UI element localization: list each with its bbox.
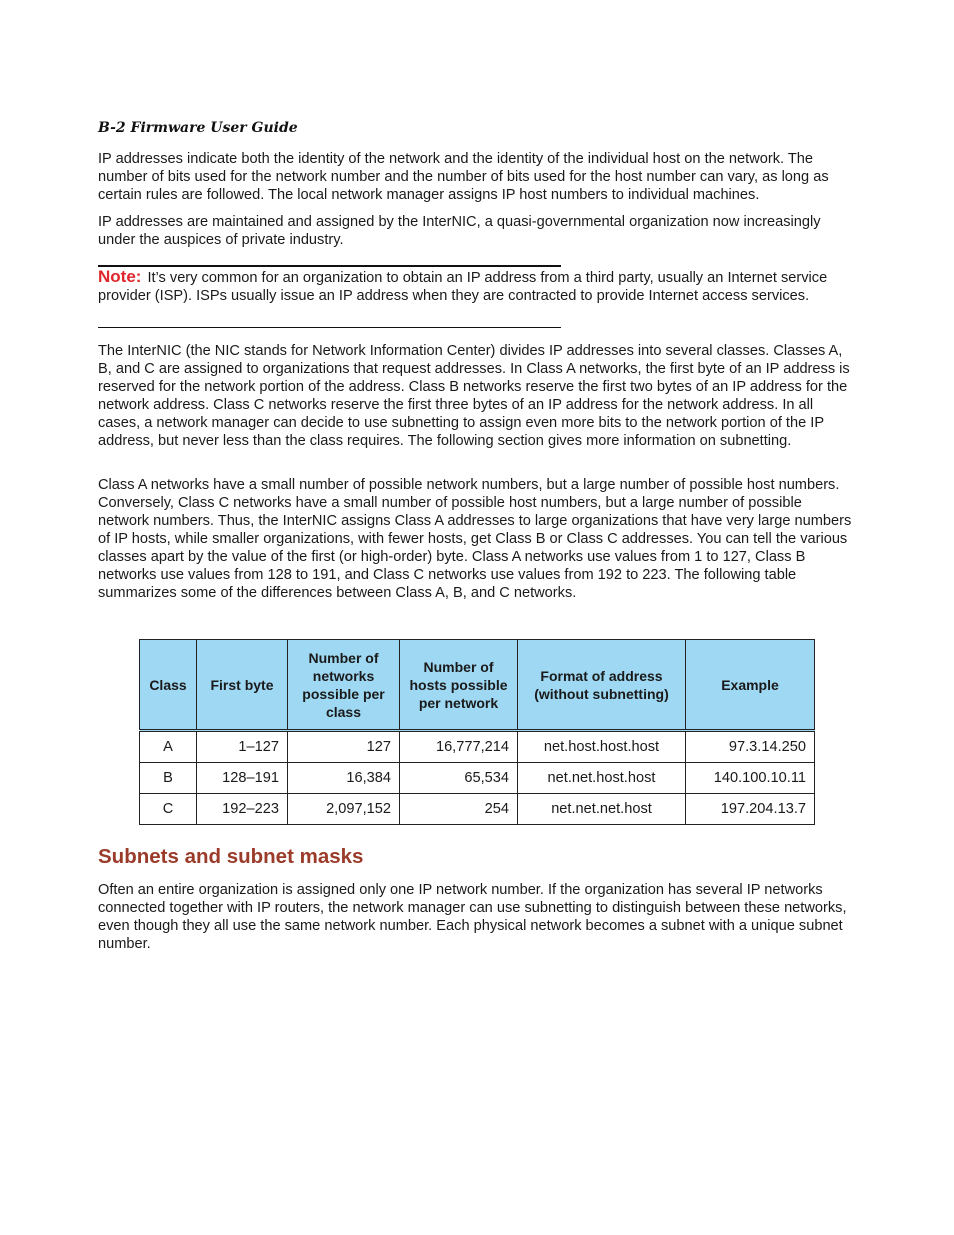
- cell-example: 140.100.10.11: [686, 763, 815, 794]
- header-format: Format of address (without subnetting): [518, 640, 686, 731]
- paragraph-class-differences: Class A networks have a small number of possible network numbers, but a large number of possible host numbers. Conversely, Class C networks have a small number of possible host numbers, but a large number of possible network numbers. Thus, the InterNIC assigns Class A addresses to large organizations that have very large numbers of IP hosts, while smaller organizations, with fewer hosts, get Class B or Class C addresses. You can tell the various classes apart by the value of the first (or high-order) byte. Class A networks use values from 1 to 127, Class B networks use values from 128 to 191, and Class C networks use values from 192 to 223. The following table summarizes some of the differences between Class A, B, and C networks.: [98, 477, 852, 601]
- cell-hosts: 65,534: [400, 763, 518, 794]
- header-hosts: Number of hosts possible per network: [400, 640, 518, 731]
- running-head: B-2 Firmware User Guide: [98, 120, 298, 136]
- note-text: It’s very common for an organization to obtain an IP address from a third party, usually an Internet service provider (ISP). ISPs usually issue an IP address when they are contracted to provide Internet access services.: [98, 270, 828, 304]
- cell-networks: 16,384: [288, 763, 400, 794]
- note-label: Note:: [98, 267, 142, 286]
- cell-example: 97.3.14.250: [686, 731, 815, 763]
- paragraph-ip-addresses: IP addresses indicate both the identity of the network and the identity of the individual host on the network. The number of bits used for the network number and the number of bits used for the host number can vary, as long as certain rules are followed. The local network manager assigns IP host numbers to individual machines.: [98, 151, 829, 203]
- cell-networks: 2,097,152: [288, 794, 400, 825]
- cell-first-byte: 1–127: [197, 731, 288, 763]
- table-row: [140, 763, 815, 794]
- header-first-byte: First byte: [197, 640, 288, 731]
- cell-hosts: 16,777,214: [400, 731, 518, 763]
- paragraph-address-classes: The InterNIC (the NIC stands for Network Information Center) divides IP addresses into several classes. Classes A, B, and C are assigned to organizations that request addresses. In Class A networks, the first byte of an IP address is reserved for the network portion of the address. Class B networks reserve the first two bytes of an IP address for the network address. Class C networks reserve the first three bytes of an IP address for the network address. In all cases, a network manager can decide to use subnetting to assign even more bits to the network portion of the IP address, but never less than the class requires. The following section gives more information on subnetting.: [98, 343, 850, 449]
- note-bottom-rule: [98, 327, 561, 328]
- cell-class: C: [140, 794, 197, 825]
- header-networks: Number of networks possible per class: [288, 640, 400, 731]
- table-row: [140, 794, 815, 825]
- note-box: [98, 268, 854, 305]
- cell-hosts: 254: [400, 794, 518, 825]
- cell-example: 197.204.13.7: [686, 794, 815, 825]
- header-class: Class: [140, 640, 197, 731]
- cell-format: net.host.host.host: [518, 731, 686, 763]
- cell-format: net.net.net.host: [518, 794, 686, 825]
- cell-class: B: [140, 763, 197, 794]
- header-example: Example: [686, 640, 815, 731]
- paragraph-subnetting: Often an entire organization is assigned only one IP network number. If the organization has several IP networks connected together with IP routers, the network manager can use subnetting to distinguish between these networks, even though they all use the same network number. Each physical network becomes a subnet with a unique subnet number.: [98, 882, 847, 952]
- paragraph-internic: IP addresses are maintained and assigned by the InterNIC, a quasi-governmental organization now increasingly under the auspices of private industry.: [98, 214, 821, 248]
- cell-format: net.net.host.host: [518, 763, 686, 794]
- cell-first-byte: 192–223: [197, 794, 288, 825]
- table-header-row: [140, 640, 815, 731]
- cell-class: A: [140, 731, 197, 763]
- address-class-table: [139, 639, 815, 825]
- note-top-rule: [98, 265, 561, 267]
- section-heading-subnets: Subnets and subnet masks: [98, 845, 364, 868]
- table-row: [140, 731, 815, 763]
- cell-networks: 127: [288, 731, 400, 763]
- cell-first-byte: 128–191: [197, 763, 288, 794]
